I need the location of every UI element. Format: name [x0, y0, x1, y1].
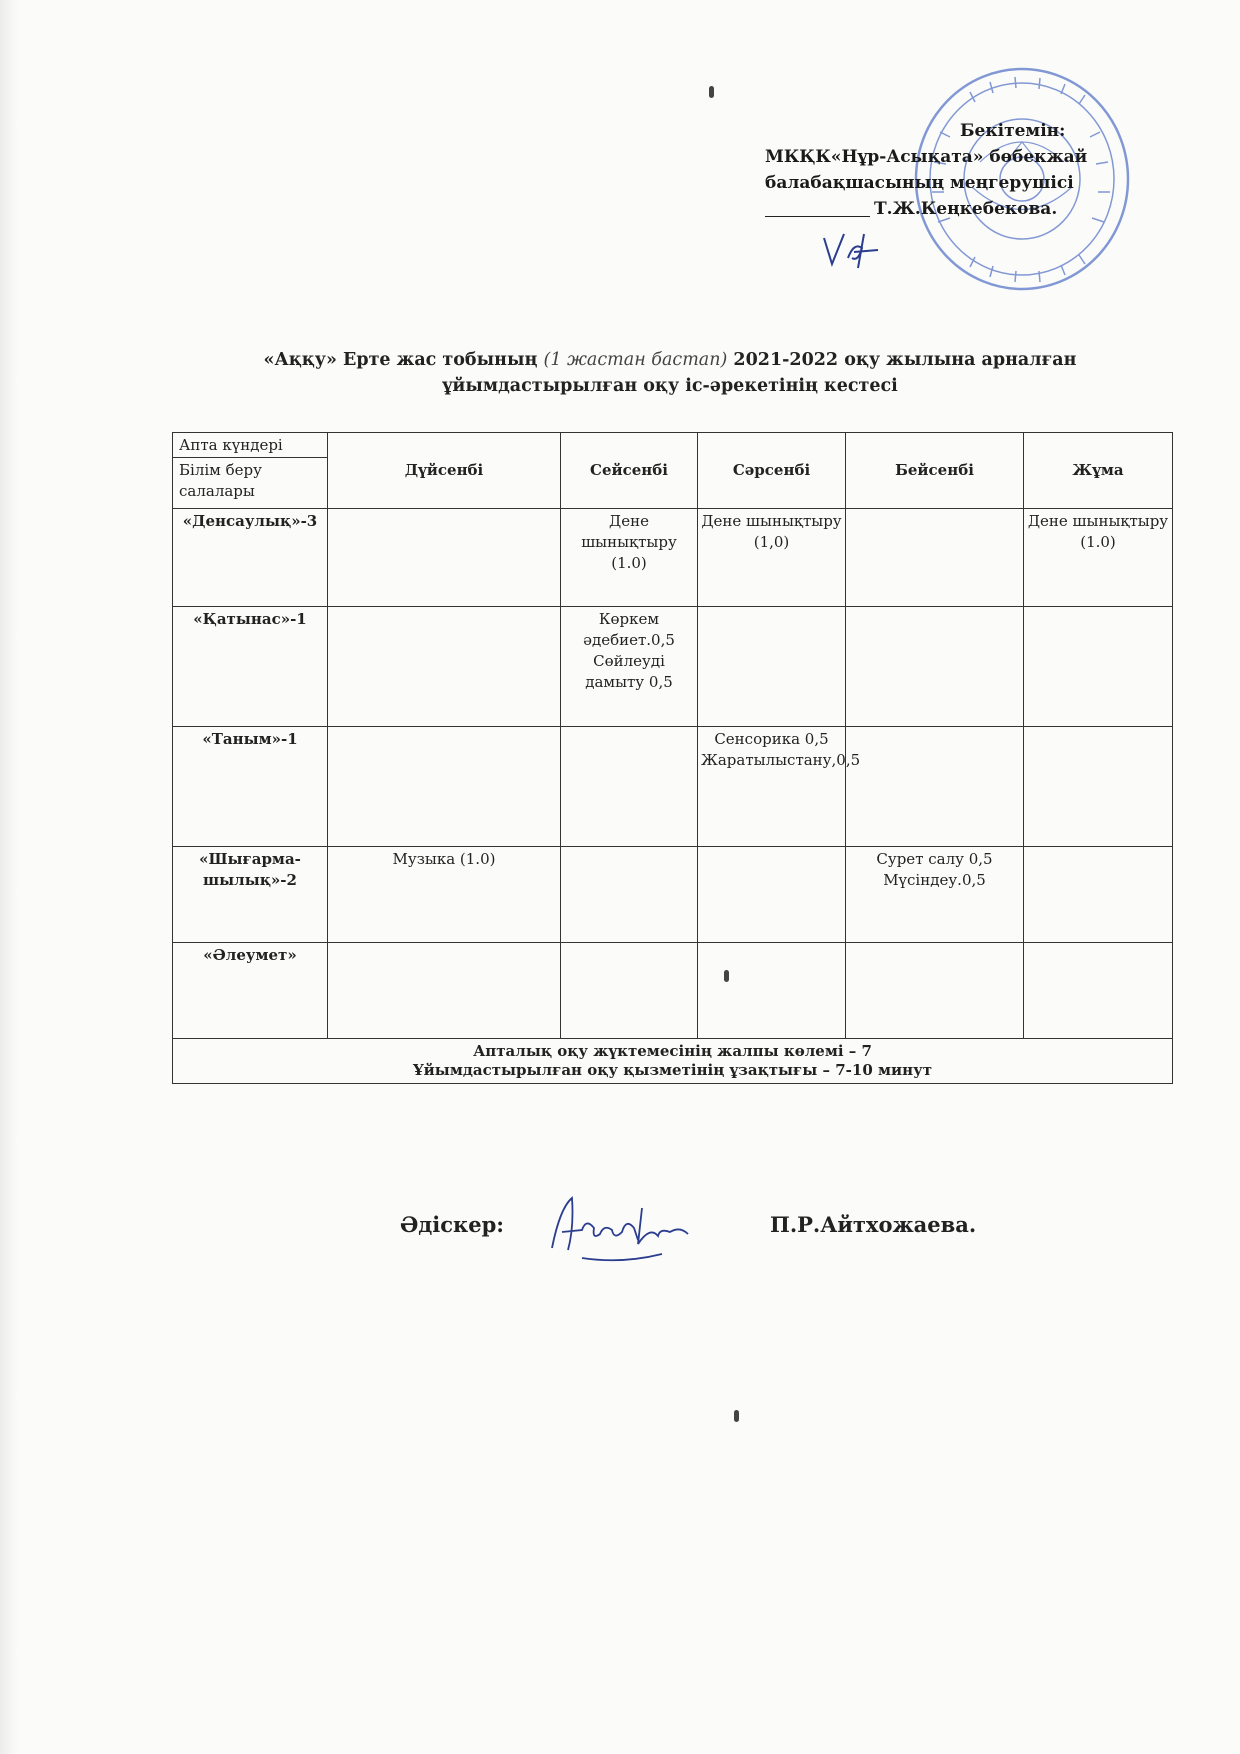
- title-age-note: (1 жастан бастап): [543, 350, 728, 370]
- page-edge-shadow: [0, 0, 18, 1754]
- schedule-cell: [328, 509, 561, 607]
- scan-speck: [724, 970, 729, 982]
- header-areas-label: Білім беру салалары: [179, 461, 262, 500]
- table-row: [173, 727, 1173, 847]
- day-header-tuesday: Сейсенбі: [561, 433, 698, 509]
- approval-block: [765, 118, 1160, 222]
- table-row: [173, 943, 1173, 1039]
- schedule-cell: [328, 727, 561, 847]
- schedule-cell: [561, 943, 698, 1039]
- activity-duration: Ұйымдастырылған оқу қызметінің ұзақтығы – 7-10 минут: [412, 1061, 933, 1079]
- title-line-1: [190, 347, 1150, 373]
- scan-speck: [709, 86, 714, 98]
- schedule-cell: [1024, 607, 1173, 727]
- day-header-friday: Жұма: [1024, 433, 1173, 509]
- weekly-load-total: Апталық оқу жүктемесінің жалпы көлемі – 7: [473, 1042, 872, 1060]
- header-weekdays-label: Апта күндері: [173, 433, 327, 458]
- schedule-table: [172, 432, 1173, 1084]
- schedule-cell: [1024, 727, 1173, 847]
- schedule-cell: [846, 509, 1024, 607]
- table-row: [173, 607, 1173, 727]
- area-cell: «Денсаулық»-3: [173, 509, 328, 607]
- area-cell: «Әлеумет»: [173, 943, 328, 1039]
- approval-director-name: Т.Ж.Кеңкебекова.: [874, 199, 1058, 219]
- methodist-signature-block: [400, 1188, 1040, 1268]
- approval-title: Бекітемін:: [960, 121, 1066, 141]
- corner-header-cell: [173, 433, 328, 509]
- table-row: [173, 509, 1173, 607]
- day-header-monday: Дүйсенбі: [328, 433, 561, 509]
- document-title: [190, 347, 1150, 399]
- schedule-cell: [1024, 943, 1173, 1039]
- schedule-cell: Дене шынықтыру (1,0): [698, 509, 846, 607]
- area-cell: «Қатынас»-1: [173, 607, 328, 727]
- schedule-cell: [698, 607, 846, 727]
- methodist-name: П.Р.Айтхожаева.: [770, 1212, 977, 1237]
- schedule-cell: Көркем әдебиет.0,5 Сөйлеуді дамыту 0,5: [561, 607, 698, 727]
- area-cell: «Таным»-1: [173, 727, 328, 847]
- area-cell: «Шығарма-шылық»-2: [173, 847, 328, 943]
- schedule-cell: Дене шынықтыру (1.0): [561, 509, 698, 607]
- table-row: [173, 847, 1173, 943]
- methodist-label: Әдіскер:: [400, 1212, 505, 1237]
- schedule-cell: [698, 847, 846, 943]
- schedule-cell: [698, 943, 846, 1039]
- schedule-cell: Музыка (1.0): [328, 847, 561, 943]
- schedule-cell: [846, 607, 1024, 727]
- approval-position: балабақшасының меңгерушісі: [765, 173, 1074, 193]
- summary-cell: [173, 1039, 1173, 1084]
- schedule-cell: [328, 607, 561, 727]
- schedule-cell: [561, 727, 698, 847]
- schedule-cell: [846, 727, 1024, 847]
- schedule-cell: [846, 943, 1024, 1039]
- schedule-cell: Сурет салу 0,5 Мүсіндеу.0,5: [846, 847, 1024, 943]
- approval-name-line: [765, 196, 1160, 222]
- approval-organization: МКҚК«Нұр-Асықата» бөбекжай: [765, 147, 1088, 167]
- schedule-cell: Сенсорика 0,5 Жаратылыстану,0,5: [698, 727, 846, 847]
- day-header-wednesday: Сәрсенбі: [698, 433, 846, 509]
- director-handwritten-signature: [818, 228, 888, 272]
- methodist-handwritten-signature: [542, 1188, 702, 1268]
- schedule-cell: Дене шынықтыру (1.0): [1024, 509, 1173, 607]
- schedule-cell: [328, 943, 561, 1039]
- title-part-1: «Аққу» Ерте жас тобының: [263, 350, 538, 370]
- day-header-thursday: Бейсенбі: [846, 433, 1024, 509]
- signature-line: [765, 202, 870, 217]
- title-line-2: ұйымдастырылған оқу іс-әрекетінің кестесі: [442, 376, 898, 396]
- schedule-cell: [561, 847, 698, 943]
- summary-row: [173, 1039, 1173, 1084]
- title-part-2: 2021-2022 оқу жылына арналған: [733, 350, 1077, 370]
- scan-speck: [734, 1410, 739, 1422]
- schedule-cell: [1024, 847, 1173, 943]
